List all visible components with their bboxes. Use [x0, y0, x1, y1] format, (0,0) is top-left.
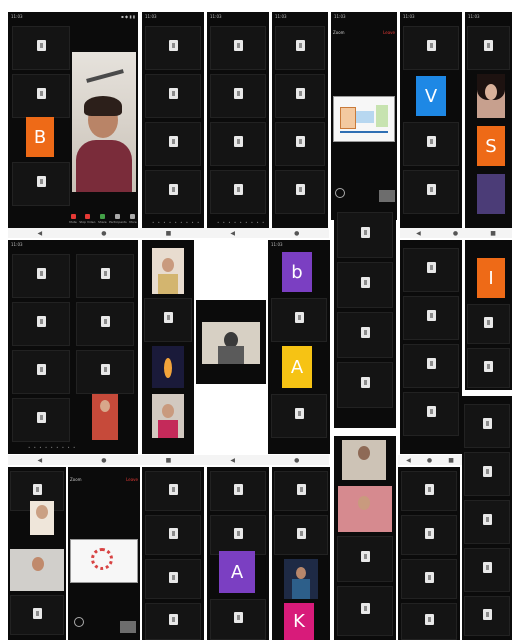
participant-tile[interactable] [210, 74, 266, 118]
recent-button[interactable]: ■ [448, 456, 454, 464]
zoom-screenshot-1 [8, 12, 138, 230]
participant-tile[interactable] [467, 304, 510, 344]
letter-avatar[interactable]: V [416, 76, 446, 116]
zoom-screenshot-share [331, 12, 397, 220]
person-body [158, 420, 178, 438]
participant-video[interactable] [477, 74, 505, 118]
avatar-placeholder-icon [296, 40, 305, 51]
participant-tile[interactable] [403, 296, 459, 340]
participant-tile[interactable] [401, 559, 457, 599]
recent-button[interactable]: ■ [490, 229, 496, 237]
avatar-placeholder-icon [234, 528, 243, 539]
back-button[interactable]: ◀ [37, 456, 43, 464]
participant-tile[interactable] [403, 26, 459, 70]
person-body [292, 579, 310, 599]
participant-tile[interactable] [12, 26, 70, 70]
participant-tile[interactable] [76, 302, 134, 346]
avatar-placeholder-icon [234, 88, 243, 99]
back-button[interactable]: ◀ [37, 229, 43, 237]
shared-screen-content[interactable] [333, 96, 395, 142]
person-face [296, 567, 306, 579]
participant-video[interactable] [30, 501, 54, 535]
participant-tile[interactable] [403, 248, 459, 292]
participant-tile[interactable] [76, 350, 134, 394]
page-dots: • • • • • • • • • [217, 220, 266, 225]
participant-tile[interactable] [145, 26, 201, 70]
android-nav-bar [400, 228, 512, 238]
participant-tile[interactable] [275, 74, 325, 118]
participant-tile[interactable] [145, 603, 201, 640]
avatar-placeholder-icon [101, 364, 110, 375]
letter-avatar[interactable]: b [282, 252, 312, 292]
avatar-placeholder-icon [234, 484, 243, 495]
annotate-pen-icon[interactable] [335, 188, 345, 198]
participant-tile[interactable] [464, 596, 510, 636]
avatar-placeholder-icon [169, 484, 178, 495]
avatar-placeholder-icon [295, 408, 304, 419]
avatar-placeholder-icon [169, 88, 178, 99]
recent-button[interactable]: ■ [165, 229, 172, 237]
participant-tile[interactable] [210, 122, 266, 166]
person-face [100, 400, 110, 412]
participant-tile[interactable] [210, 26, 266, 70]
avatar-placeholder-icon [484, 361, 493, 372]
person-hair [84, 96, 122, 116]
zoom-screenshot-4 [272, 12, 328, 230]
avatar-placeholder-icon [483, 514, 492, 525]
avatar-placeholder-icon [427, 358, 436, 369]
avatar-placeholder-icon [37, 316, 46, 327]
avatar-placeholder-icon [427, 406, 436, 417]
participant-tile[interactable] [275, 26, 325, 70]
zoom-label: Zoom [70, 477, 82, 482]
avatar-placeholder-icon [425, 614, 434, 625]
person-body [76, 140, 132, 192]
zoom-screenshot-16 [207, 467, 269, 640]
person-face [32, 557, 44, 571]
avatar-placeholder-icon [234, 612, 243, 623]
participant-tile[interactable] [274, 471, 328, 511]
participant-video[interactable] [202, 322, 260, 364]
android-nav-bar [8, 455, 329, 465]
toolbar-share[interactable]: Share [98, 214, 107, 224]
avatar-placeholder-icon [427, 136, 436, 147]
leave-button[interactable]: Leave [383, 30, 395, 35]
participant-tile[interactable] [210, 599, 266, 640]
participant-tile[interactable] [144, 298, 192, 342]
zoom-screenshot-17 [272, 467, 330, 640]
home-button[interactable]: ● [426, 456, 433, 464]
letter-avatar[interactable]: A [219, 551, 255, 593]
participant-video[interactable] [92, 394, 118, 440]
zoom-label: Zoom [333, 30, 345, 35]
zoom-screenshot-share-2 [68, 467, 140, 640]
slide-diagram-mid [356, 111, 374, 123]
participant-tile[interactable] [464, 404, 510, 448]
status-bar: 11:03 [145, 14, 157, 19]
thumbnail-video[interactable] [120, 621, 136, 633]
participant-tile[interactable] [145, 170, 201, 214]
participant-tile[interactable] [12, 302, 70, 346]
thumbnail-video[interactable] [379, 190, 395, 202]
meeting-toolbar [68, 212, 138, 224]
participant-tile[interactable] [12, 254, 70, 298]
avatar-placeholder-icon [427, 184, 436, 195]
avatar-placeholder-icon [169, 40, 178, 51]
status-bar: 11:03 [468, 14, 480, 19]
participant-video[interactable] [152, 346, 184, 388]
avatar-placeholder-icon [361, 277, 370, 288]
avatar-placeholder-icon [37, 88, 46, 99]
participant-tile[interactable] [401, 603, 457, 640]
annotate-pen-icon[interactable] [74, 617, 84, 627]
participant-tile[interactable] [403, 170, 459, 214]
participant-tile[interactable] [467, 26, 510, 70]
slide-diagram-left [340, 107, 356, 129]
participant-image[interactable] [477, 174, 505, 214]
leave-button[interactable]: Leave [126, 477, 138, 482]
active-speaker-video[interactable] [72, 52, 136, 192]
letter-avatar[interactable]: A [282, 346, 312, 388]
avatar-placeholder-icon [164, 312, 173, 323]
avatar-placeholder-icon [33, 484, 42, 495]
participant-tile[interactable] [12, 398, 70, 442]
person-face [162, 258, 174, 272]
recent-button[interactable]: ■ [165, 456, 172, 464]
participant-tile[interactable] [145, 122, 201, 166]
person-body [218, 346, 244, 364]
participant-tile[interactable] [337, 586, 393, 636]
zoom-screenshot-9 [196, 300, 266, 384]
status-bar: 11:03 [210, 14, 222, 19]
participant-tile[interactable] [76, 254, 134, 298]
slide-arrow [340, 131, 388, 133]
participant-tile[interactable] [271, 394, 327, 438]
participant-tile[interactable] [145, 74, 201, 118]
avatar-placeholder-icon [37, 268, 46, 279]
participant-tile[interactable] [210, 471, 266, 511]
participant-tile[interactable] [403, 122, 459, 166]
back-button[interactable]: ◀ [230, 229, 236, 237]
toolbar-mute[interactable]: Mute [69, 214, 77, 224]
letter-avatar[interactable]: I [477, 258, 505, 298]
avatar-placeholder-icon [37, 364, 46, 375]
slide-diagram-right [376, 105, 388, 127]
avatar-placeholder-icon [297, 528, 306, 539]
participant-tile[interactable] [337, 312, 393, 358]
zoom-screenshot-15 [142, 467, 204, 640]
zoom-screenshot-12 [400, 240, 462, 454]
participant-video[interactable] [152, 248, 184, 294]
toolbar-video[interactable]: Stop Video [79, 214, 95, 224]
home-button[interactable]: ● [101, 229, 107, 237]
avatar-placeholder-icon [169, 528, 178, 539]
home-button[interactable]: ● [294, 456, 300, 464]
zoom-screenshot-6 [465, 12, 512, 230]
status-bar: 11:03 [334, 14, 346, 19]
status-time: 11:03 [11, 14, 23, 19]
participant-tile[interactable] [210, 515, 266, 555]
avatar-placeholder-icon [33, 608, 42, 619]
avatar-placeholder-icon [484, 40, 493, 51]
avatar-placeholder-icon [296, 88, 305, 99]
toolbar-participants[interactable]: Participants [109, 214, 127, 224]
avatar-placeholder-icon [483, 609, 492, 620]
avatar-placeholder-icon [361, 327, 370, 338]
participant-tile[interactable] [275, 170, 325, 214]
zoom-screenshot-2 [142, 12, 204, 230]
participant-tile[interactable] [271, 298, 327, 342]
avatar-placeholder-icon [37, 176, 46, 187]
zoom-screenshot-14 [8, 467, 66, 640]
avatar-placeholder-icon [297, 484, 306, 495]
share-header [70, 477, 138, 487]
avatar-placeholder-icon [169, 136, 178, 147]
participant-tile[interactable] [464, 500, 510, 544]
zoom-screenshot-10 [268, 240, 330, 454]
avatar-placeholder-icon [101, 268, 110, 279]
avatar-placeholder-icon [101, 316, 110, 327]
letter-avatar[interactable]: S [477, 126, 505, 166]
participant-tile[interactable] [12, 74, 70, 118]
page-dots: • • • • • • • • • [28, 445, 77, 450]
avatar-placeholder-icon [427, 262, 436, 273]
participant-tile[interactable] [464, 452, 510, 496]
home-button[interactable]: ● [452, 229, 459, 237]
avatar-placeholder-icon [295, 312, 304, 323]
zoom-screenshot-20 [462, 396, 512, 640]
avatar-placeholder-icon [361, 377, 370, 388]
person-face [162, 404, 174, 418]
avatar-placeholder-icon [234, 184, 243, 195]
zoom-screenshot-13 [465, 240, 512, 390]
participant-video[interactable] [342, 440, 386, 480]
person-face [358, 496, 370, 510]
ceiling-fan-shape [86, 69, 124, 83]
participant-tile[interactable] [337, 362, 393, 408]
avatar-placeholder-icon [169, 572, 178, 583]
participant-tile[interactable] [210, 170, 266, 214]
avatar-placeholder-icon [483, 562, 492, 573]
participant-tile[interactable] [401, 515, 457, 555]
participant-tile[interactable] [12, 350, 70, 394]
avatar-placeholder-icon [234, 136, 243, 147]
status-icons: ▪ ◆ ▮ ▮ [120, 14, 135, 19]
home-button[interactable]: ● [294, 229, 300, 237]
status-bar: 11:03 [275, 14, 287, 19]
avatar-placeholder-icon [427, 40, 436, 51]
avatar-placeholder-icon [484, 317, 493, 328]
avatar-placeholder-icon [37, 40, 46, 51]
virus-diagram-icon [91, 548, 113, 570]
avatar-placeholder-icon [425, 484, 434, 495]
participant-tile[interactable] [337, 262, 393, 308]
participant-tile[interactable] [337, 212, 393, 258]
participant-tile[interactable] [275, 122, 325, 166]
person-face [485, 84, 497, 100]
status-bar: 11:03 [271, 242, 283, 247]
zoom-screenshot-11 [334, 206, 396, 428]
participant-tile[interactable] [401, 471, 457, 511]
participant-tile[interactable] [12, 162, 70, 206]
back-button[interactable]: ◀ [230, 456, 236, 464]
zoom-screenshot-8 [142, 240, 194, 454]
zoom-screenshot-5 [400, 12, 462, 230]
zoom-screenshot-3 [207, 12, 269, 230]
avatar-placeholder-icon [169, 614, 178, 625]
avatar-placeholder-icon [296, 184, 305, 195]
avatar-placeholder-icon [296, 136, 305, 147]
zoom-screenshot-7 [8, 240, 138, 454]
android-nav-bar [398, 455, 462, 465]
participant-tile[interactable] [274, 515, 328, 555]
shared-screen-content[interactable] [70, 539, 138, 583]
avatar-placeholder-icon [37, 412, 46, 423]
zoom-screenshot-18 [334, 436, 396, 640]
avatar-placeholder-icon [361, 551, 370, 562]
participant-tile[interactable] [403, 392, 459, 436]
home-button[interactable]: ● [101, 456, 107, 464]
participant-tile[interactable] [10, 595, 64, 635]
participant-tile[interactable] [145, 559, 201, 599]
participant-tile[interactable] [145, 515, 201, 555]
avatar-placeholder-icon [425, 528, 434, 539]
person-body [158, 274, 178, 294]
participant-video[interactable] [338, 486, 392, 532]
avatar-placeholder-icon [483, 466, 492, 477]
avatar-placeholder-icon [361, 227, 370, 238]
avatar-placeholder-icon [234, 40, 243, 51]
participant-tile[interactable] [145, 471, 201, 511]
letter-avatar[interactable]: K [284, 603, 314, 640]
page-dots: • • • • • • • • • [152, 220, 201, 225]
participant-video[interactable] [10, 549, 64, 591]
participant-tile[interactable] [467, 348, 510, 388]
toolbar-more[interactable]: More [129, 214, 136, 224]
zoom-screenshot-19 [398, 467, 460, 640]
participant-tile[interactable] [403, 344, 459, 388]
android-nav-bar [8, 228, 329, 238]
participant-video[interactable] [152, 394, 184, 438]
avatar-placeholder-icon [425, 572, 434, 583]
participant-tile[interactable] [464, 548, 510, 592]
back-button[interactable]: ◀ [416, 229, 421, 237]
avatar-placeholder-icon [427, 310, 436, 321]
participant-video[interactable] [284, 559, 318, 599]
avatar-placeholder-icon [169, 184, 178, 195]
status-bar: 11:03 [403, 14, 415, 19]
avatar-placeholder-icon [361, 603, 370, 614]
person-face [358, 446, 370, 460]
avatar-placeholder-icon [483, 418, 492, 429]
letter-avatar[interactable]: B [26, 117, 54, 157]
share-header [333, 30, 395, 40]
status-bar [8, 12, 138, 21]
participant-tile[interactable] [337, 536, 393, 582]
candle-glow [164, 358, 172, 378]
person-face [36, 505, 48, 519]
status-bar: 11:03 [11, 242, 23, 247]
back-button[interactable]: ◀ [406, 456, 411, 464]
